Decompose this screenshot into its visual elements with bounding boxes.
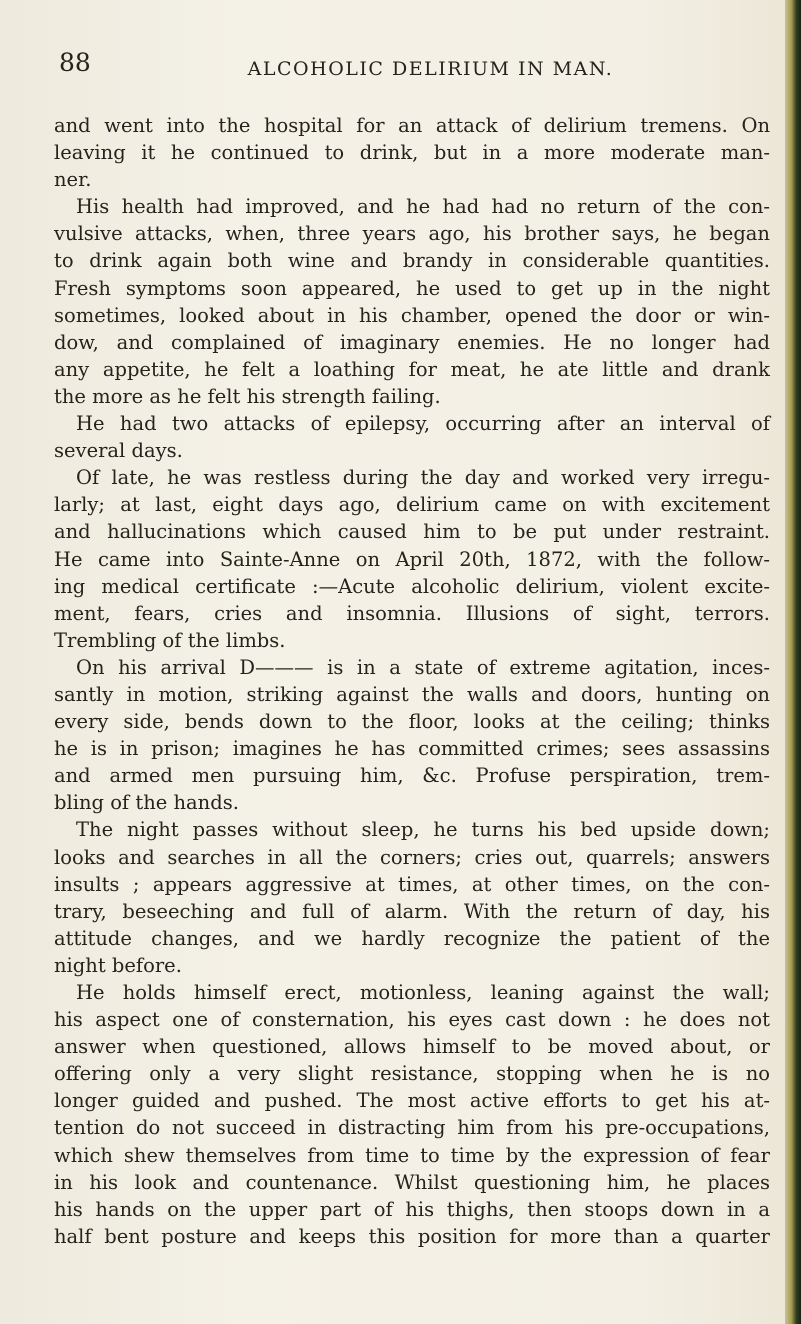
text-line: On his arrival D——— is in a state of extreme agitation, inces-: [76, 655, 770, 679]
text-line: insults ; appears aggressive at times, at other times, on the con-: [54, 872, 770, 896]
text-line: looks and searches in all the corners; cries out, quarrels; answers: [54, 845, 770, 869]
text-line: several days.: [54, 439, 183, 463]
running-title: ALCOHOLIC DELIRIUM IN MAN.: [247, 58, 614, 80]
text-line: and hallucinations which caused him to be put under restraint.: [54, 520, 770, 544]
text-line: He had two attacks of epilepsy, occurring after an interval of: [76, 412, 770, 436]
text-line: ner.: [54, 168, 92, 192]
text-line: half bent posture and keeps this position for more than a quarter: [54, 1224, 770, 1248]
text-line: santly in motion, striking against the walls and doors, hunting on: [54, 682, 770, 706]
text-line: The night passes without sleep, he turns his bed upside down;: [76, 818, 770, 842]
text-line: and went into the hospital for an attack of delirium tremens. On: [54, 114, 770, 137]
text-line: Of late, he was restless during the day and worked very irregu-: [76, 466, 770, 490]
text-line: bling of the hands.: [54, 791, 239, 815]
text-line: his hands on the upper part of his thighs, then stoops down in a: [54, 1197, 770, 1221]
text-line: the more as he felt his strength failing.: [54, 384, 441, 408]
text-line: His health had improved, and he had had no return of the con-: [76, 195, 770, 219]
page-number: 88: [59, 48, 91, 77]
text-line: to drink again both wine and brandy in considerable quantities.: [54, 249, 770, 273]
text-line: offering only a very slight resistance, stopping when he is no: [54, 1062, 770, 1086]
text-line: He holds himself erect, motionless, leaning against the wall;: [76, 981, 770, 1004]
text-line: his aspect one of consternation, his eyes cast down : he does not: [54, 1008, 770, 1032]
text-line: and armed men pursuing him, &c. Profuse perspiration, trem-: [54, 764, 770, 788]
text-line: dow, and complained of imaginary enemies. He no longer had: [54, 330, 770, 354]
text-line: ing medical certificate :—Acute alcoholic delirium, violent excite-: [54, 574, 770, 598]
text-line: longer guided and pushed. The most active efforts to get his at-: [54, 1089, 770, 1113]
text-line: Trembling of the limbs.: [54, 628, 286, 652]
text-line: which shew themselves from time to time by the expression of fear: [54, 1143, 770, 1167]
body-text: [54, 112, 770, 1250]
text-line: he is in prison; imagines he has committed crimes; sees assassins: [54, 737, 770, 761]
book-spine-edge: [785, 0, 801, 1324]
text-line: He came into Sainte-Anne on April 20th, 1872, with the follow-: [54, 547, 770, 571]
text-line: vulsive attacks, when, three years ago, his brother says, he began: [54, 222, 770, 246]
text-line: any appetite, he felt a loathing for meat, he ate little and drank: [54, 357, 770, 381]
text-line: night before.: [54, 953, 182, 977]
text-line: ment, fears, cries and insomnia. Illusions of sight, terrors.: [54, 601, 770, 625]
text-line: answer when questioned, allows himself to be moved about, or: [54, 1035, 770, 1059]
text-line: tention do not succeed in distracting him from his pre-occupations,: [54, 1116, 770, 1140]
text-line: in his look and countenance. Whilst questioning him, he places: [54, 1170, 770, 1194]
text-line: trary, beseeching and full of alarm. With the return of day, his: [54, 899, 770, 923]
text-line: Fresh symptoms soon appeared, he used to get up in the night: [54, 276, 770, 300]
text-line: sometimes, looked about in his chamber, opened the door or win-: [54, 303, 770, 327]
text-line: larly; at last, eight days ago, delirium came on with excitement: [54, 493, 770, 517]
text-line: leaving it he continued to drink, but in a more moderate man-: [54, 141, 770, 165]
text-line: every side, bends down to the floor, looks at the ceiling; thinks: [54, 710, 770, 734]
text-line: attitude changes, and we hardly recognize the patient of the: [54, 926, 770, 950]
